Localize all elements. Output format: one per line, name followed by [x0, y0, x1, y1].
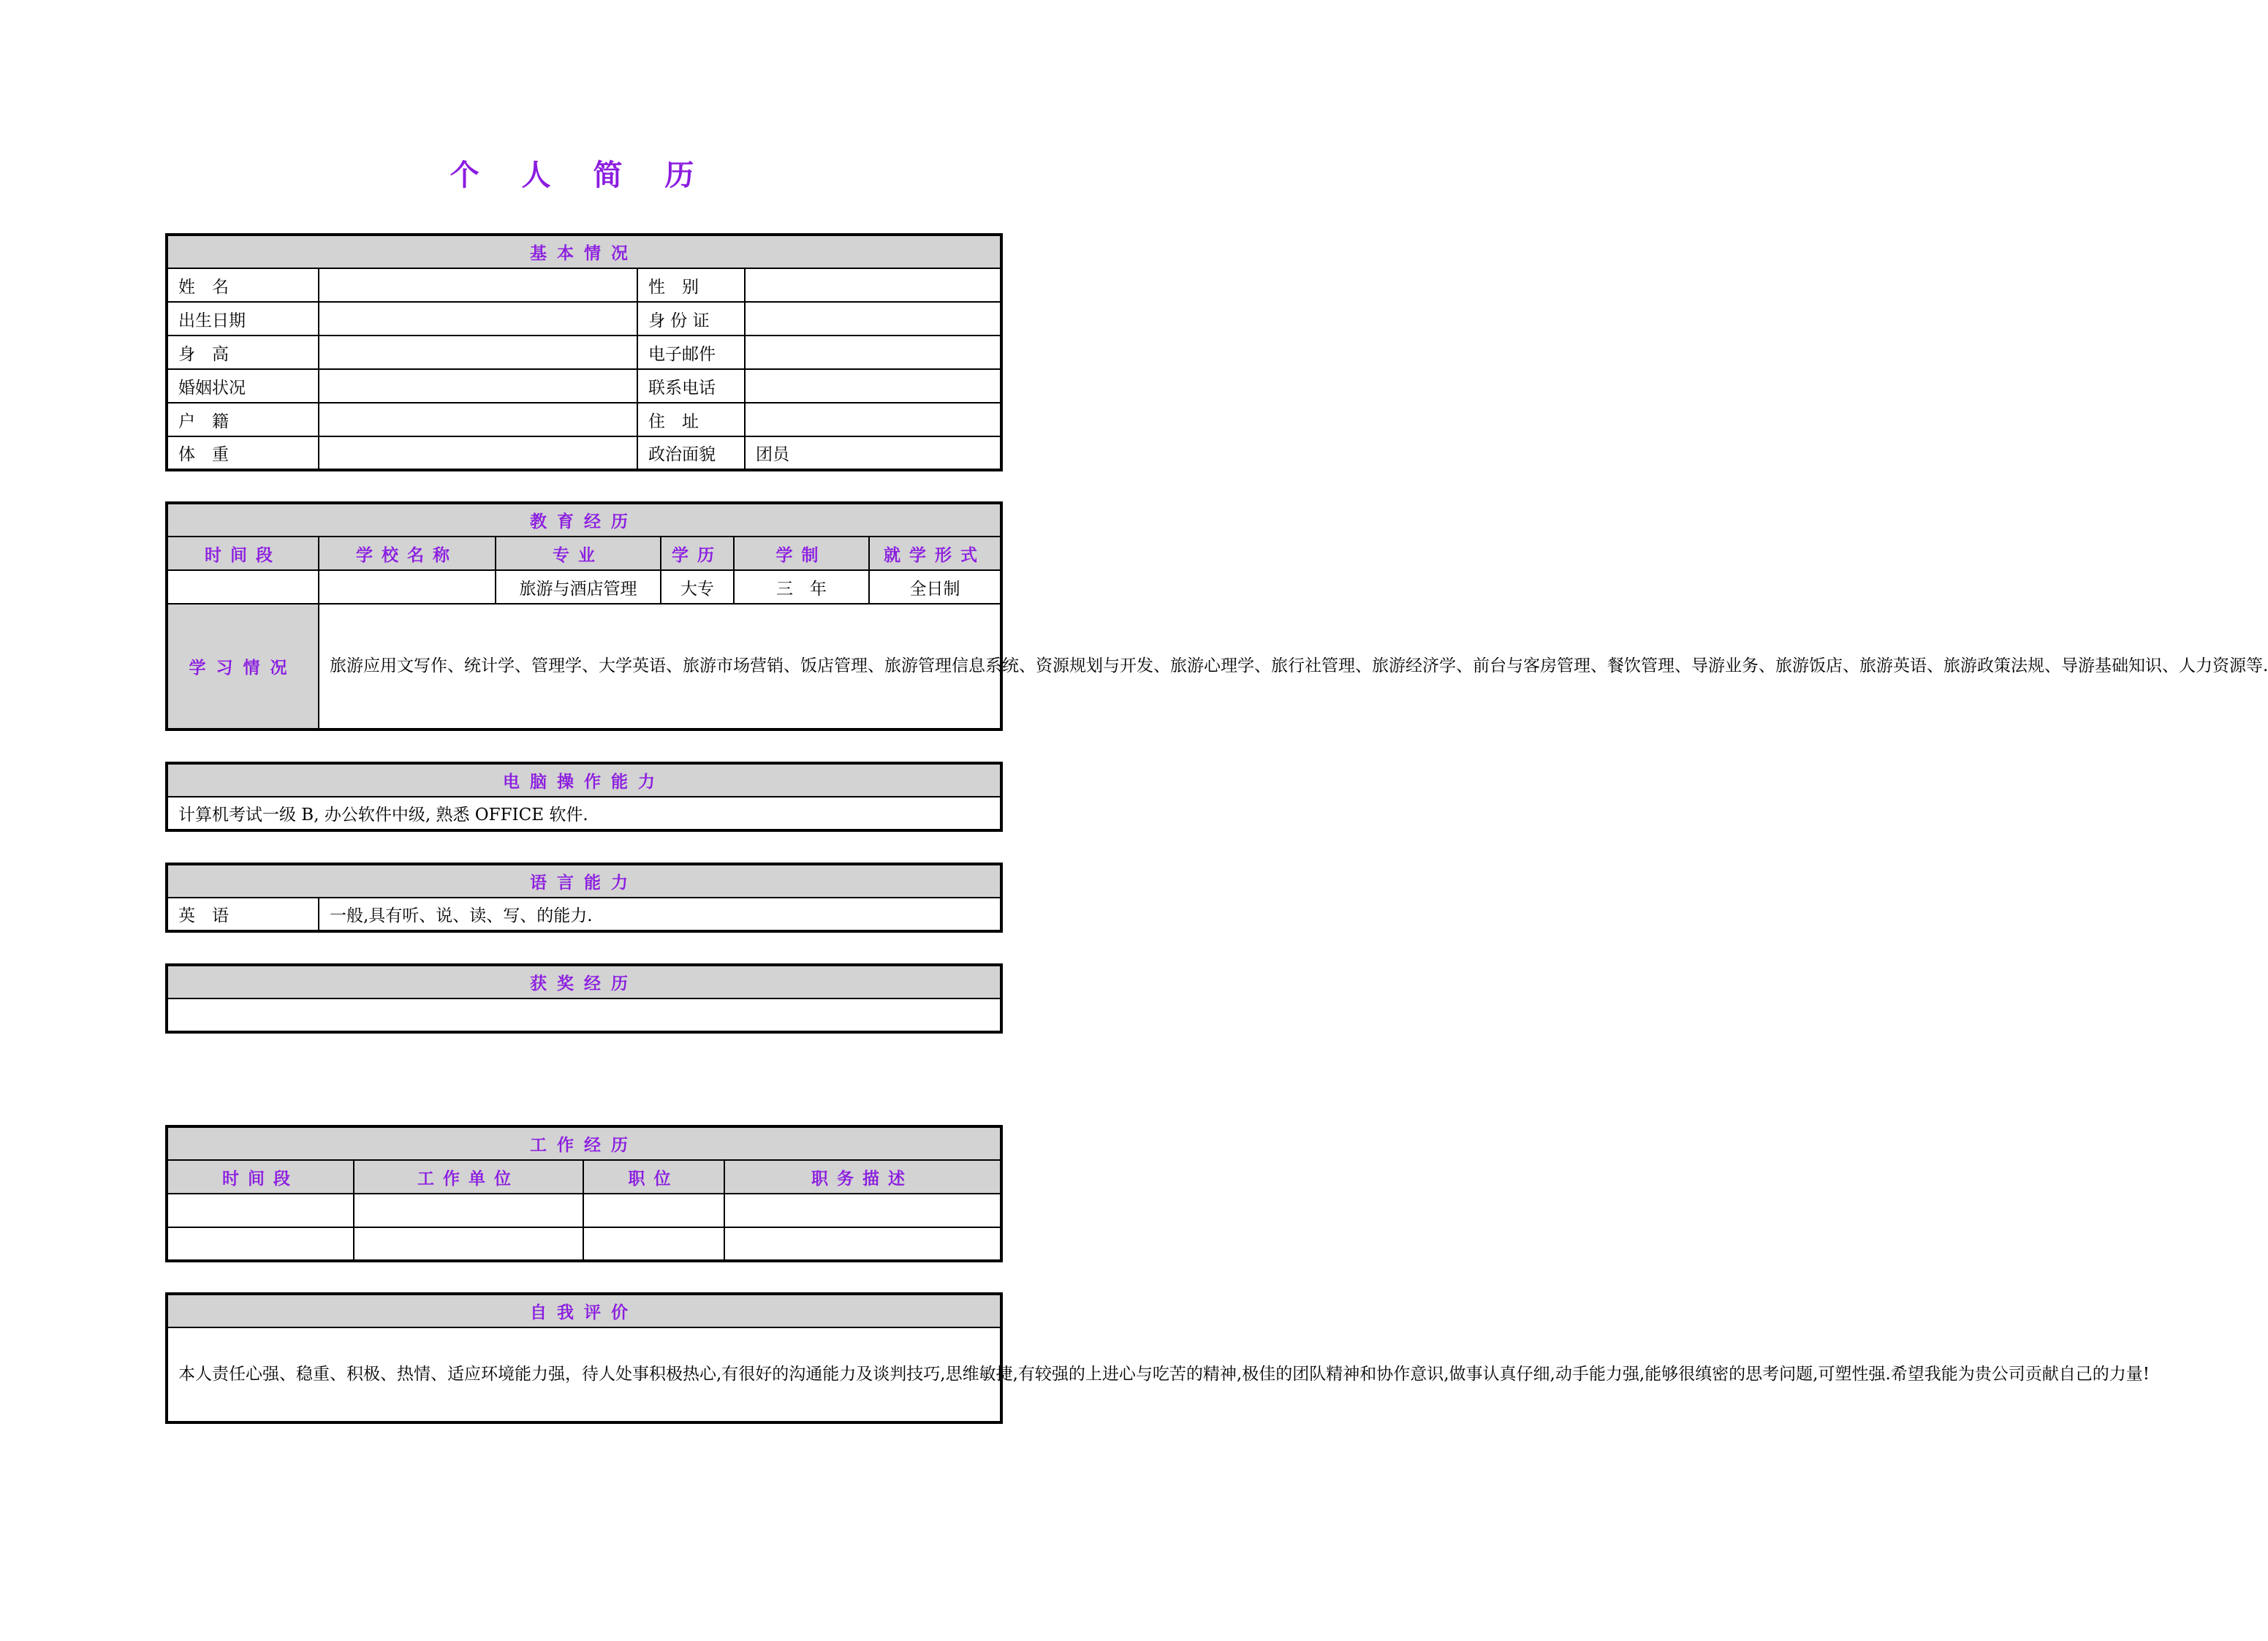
field-value — [319, 302, 637, 336]
column-header: 就学形式 — [869, 537, 1001, 570]
education-row — [167, 570, 1001, 604]
edu-period — [167, 570, 319, 604]
basic-row — [167, 436, 1001, 470]
work-company — [354, 1227, 583, 1261]
column-header: 职务描述 — [724, 1160, 1001, 1194]
column-header: 时间段 — [167, 1160, 354, 1194]
self-evaluation-text: 本人责任心强、稳重、积极、热情、适应环境能力强，待人处事积极热心,有很好的沟通能力及谈判技巧,思维敏捷,有较强的上进心与吃苦的精神,极佳的团队精神和协作意识,做事认真仔细,动手能力强,能够很缜密的思考问题,可塑性强.希望我能为贵公司贡献自己的力量! — [167, 1327, 1001, 1422]
page-title: 个 人 简 历 — [450, 158, 710, 192]
self-evaluation-header: 自我评价 — [167, 1294, 1001, 1327]
work-table — [165, 1125, 1003, 1262]
computer-skills-table — [165, 762, 1003, 832]
field-label: 联系电话 — [637, 369, 745, 403]
column-header: 工作单位 — [354, 1160, 583, 1194]
self-evaluation-table — [165, 1292, 2150, 1424]
field-label: 住 址 — [637, 403, 745, 436]
language-header: 语言能力 — [167, 864, 1001, 898]
field-label: 姓 名 — [167, 268, 319, 302]
basic-row — [167, 302, 1001, 336]
computer-skills-text: 计算机考试一级 B, 办公软件中级, 熟悉 OFFICE 软件. — [167, 797, 1001, 830]
edu-degree: 大专 — [661, 570, 734, 604]
work-desc — [724, 1194, 1001, 1227]
education-column-headers — [167, 537, 1001, 570]
edu-major: 旅游与酒店管理 — [496, 570, 661, 604]
field-value — [319, 369, 637, 403]
field-label: 政治面貌 — [637, 436, 745, 470]
work-column-headers — [167, 1160, 1001, 1194]
awards-header: 获奖经历 — [167, 965, 1001, 998]
study-label: 学习情况 — [167, 604, 319, 729]
language-label: 英 语 — [167, 898, 319, 931]
work-period — [167, 1227, 354, 1261]
field-label: 户 籍 — [167, 403, 319, 436]
field-label: 出生日期 — [167, 302, 319, 336]
basic-row — [167, 268, 1001, 302]
field-value — [319, 436, 637, 470]
field-label: 性 别 — [637, 268, 745, 302]
education-header: 教育经历 — [167, 503, 1001, 537]
basic-info-table — [165, 233, 1003, 471]
field-label: 身 份 证 — [637, 302, 745, 336]
edu-mode: 全日制 — [869, 570, 1001, 604]
work-period — [167, 1194, 354, 1227]
column-header: 时间段 — [167, 537, 319, 570]
edu-school — [319, 570, 496, 604]
field-label: 电子邮件 — [637, 336, 745, 369]
political-status-value: 团员 — [745, 436, 1001, 470]
field-value — [745, 403, 1001, 436]
field-value — [745, 336, 1001, 369]
basic-row — [167, 336, 1001, 369]
column-header: 职位 — [583, 1160, 724, 1194]
basic-info-header: 基本情况 — [167, 235, 1001, 268]
work-row — [167, 1194, 1001, 1227]
work-desc — [724, 1227, 1001, 1261]
work-row — [167, 1227, 1001, 1261]
language-text: 一般,具有听、说、读、写、的能力. — [319, 898, 1001, 931]
column-header: 学制 — [734, 537, 869, 570]
work-position — [583, 1227, 724, 1261]
column-header: 学历 — [661, 537, 734, 570]
field-value — [319, 403, 637, 436]
field-label: 婚姻状况 — [167, 369, 319, 403]
field-value — [745, 369, 1001, 403]
work-company — [354, 1194, 583, 1227]
field-label: 身 高 — [167, 336, 319, 369]
column-header: 专业 — [496, 537, 661, 570]
work-position — [583, 1194, 724, 1227]
basic-row — [167, 403, 1001, 436]
awards-table — [165, 963, 1003, 1034]
study-text: 旅游应用文写作、统计学、管理学、大学英语、旅游市场营销、饭店管理、旅游管理信息系统、资源规划与开发、旅游心理学、旅行社管理、旅游经济学、前台与客房管理、餐饮管理、导游业务、旅游饭店、旅游英语、旅游政策法规、导游基础知识、人力资源等. — [319, 604, 1001, 729]
field-value — [745, 302, 1001, 336]
language-table — [165, 863, 1003, 933]
field-value — [319, 336, 637, 369]
computer-skills-header: 电脑操作能力 — [167, 763, 1001, 797]
field-value — [745, 268, 1001, 302]
study-row — [167, 604, 1001, 729]
education-table — [165, 501, 2268, 731]
edu-length: 三 年 — [734, 570, 869, 604]
awards-content — [167, 998, 1001, 1032]
field-label: 体 重 — [167, 436, 319, 470]
work-header: 工作经历 — [167, 1126, 1001, 1160]
field-value — [319, 268, 637, 302]
basic-row — [167, 369, 1001, 403]
column-header: 学校名称 — [319, 537, 496, 570]
